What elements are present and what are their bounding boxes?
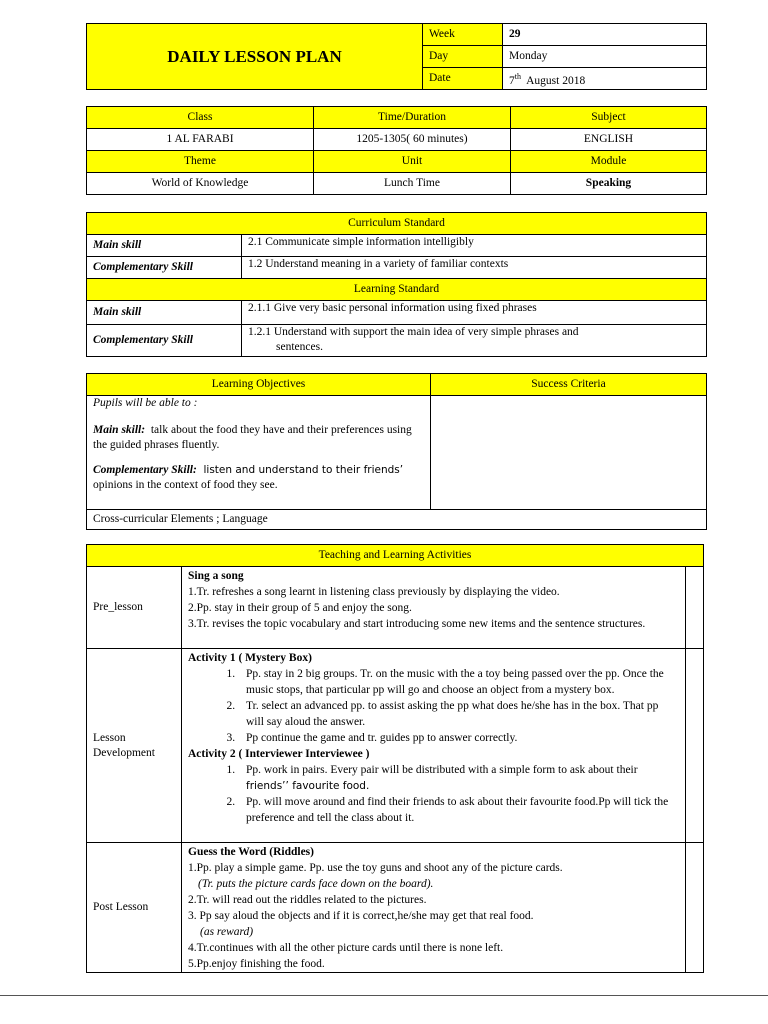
time-label: Time/Duration (314, 107, 511, 129)
objectives-comp-text-1: listen and understand to their friends’ (196, 464, 404, 476)
day-label: Day (423, 46, 503, 68)
main-skill-curriculum: 2.1 Communicate simple information intelligibly (242, 235, 707, 257)
subject-value: ENGLISH (511, 129, 707, 151)
objectives-main-label: Main skill: (93, 424, 146, 436)
pre-lesson-spacer (686, 567, 704, 649)
learning-standard-heading: Learning Standard (87, 279, 707, 301)
day-value: Monday (503, 46, 707, 68)
success-criteria-heading: Success Criteria (431, 374, 707, 396)
complementary-skill-curriculum: 1.2 Understand meaning in a variety of familiar contexts (242, 257, 707, 279)
pre-lesson-line-3: 3.Tr. revises the topic vocabulary and start introducing some new items and the sentence structures. (188, 618, 646, 630)
cross-curricular: Cross-curricular Elements ; Language (87, 510, 707, 530)
date-suffix: th (514, 71, 521, 81)
objectives-table (86, 373, 707, 530)
post-lesson-line-1-note: (Tr. puts the picture cards face down on the board). (198, 878, 434, 890)
date-label: Date (423, 68, 503, 90)
objectives-comp-text-2: opinions in the context of food they see. (93, 479, 278, 491)
pre-lesson-line-1: 1.Tr. refreshes a song learnt in listening class previously by displaying the video. (188, 586, 560, 598)
lesson-development-label-1: Lesson (93, 731, 126, 744)
post-lesson-spacer (686, 843, 704, 973)
post-lesson-content (182, 843, 686, 973)
page-title: DAILY LESSON PLAN (87, 24, 423, 90)
module-value: Speaking (511, 173, 707, 195)
activity-1-list (188, 666, 679, 746)
theme-value: World of Knowledge (87, 173, 314, 195)
activity-1-item-1: 1. Pp. stay in 2 big groups. Tr. on the music with the a toy being passed over the pp. Once the music stops, that particular pp will go and choose an object from a mystery box. (238, 666, 679, 698)
activity-1-title: Activity 1 ( Mystery Box) (188, 652, 312, 664)
learning-objectives-content (87, 396, 431, 510)
subject-label: Subject (511, 107, 707, 129)
activity-2-title: Activity 2 ( Interviewer Interviewee ) (188, 748, 370, 760)
lesson-development-content (182, 649, 686, 843)
lesson-development-spacer (686, 649, 704, 843)
date-rest: August 2018 (520, 74, 586, 87)
complementary-skill-learning (242, 325, 707, 357)
module-label: Module (511, 151, 707, 173)
activity-2-list (188, 762, 679, 826)
theme-label: Theme (87, 151, 314, 173)
standards-table (86, 212, 707, 357)
complementary-skill-label-ls: Complementary Skill (87, 325, 242, 357)
post-lesson-line-4: 4.Tr.continues with all the other picture cards until there is none left. (188, 942, 504, 954)
page-bottom-divider (0, 995, 768, 996)
info-table (86, 106, 707, 195)
activities-heading: Teaching and Learning Activities (87, 545, 704, 567)
post-lesson-line-3: 3. Pp say aloud the objects and if it is correct,he/she may get that real food. (188, 910, 534, 922)
complementary-skill-learning-line1: 1.2.1 Understand with support the main idea of very simple phrases and (248, 326, 579, 338)
objectives-main-skill (93, 423, 424, 453)
unit-value: Lunch Time (314, 173, 511, 195)
pre-lesson-title: Sing a song (188, 570, 244, 582)
post-lesson-line-2: 2.Tr. will read out the riddles related to the pictures. (188, 894, 427, 906)
post-lesson-label: Post Lesson (87, 843, 182, 973)
objectives-main-text: talk about the food they have and their preferences using the guided phrases fluently. (93, 424, 415, 451)
objectives-intro: Pupils will be able to : (93, 397, 198, 409)
complementary-skill-label: Complementary Skill (87, 257, 242, 279)
learning-objectives-heading: Learning Objectives (87, 374, 431, 396)
success-criteria-content (431, 396, 707, 510)
curriculum-standard-heading: Curriculum Standard (87, 213, 707, 235)
post-lesson-title: Guess the Word (Riddles) (188, 846, 314, 858)
lesson-development-label-2: Development (93, 746, 155, 759)
activity-1-item-3: 3. Pp continue the game and tr. guides pp to answer correctly. (238, 730, 679, 746)
main-skill-label: Main skill (87, 235, 242, 257)
activity-2-item-1-a: Pp. work in pairs. Every pair will be distributed with a simple form to ask about their (246, 764, 638, 776)
lesson-development-label (87, 649, 182, 843)
activities-table (86, 544, 704, 973)
complementary-skill-learning-line2: sentences. (276, 341, 323, 353)
pre-lesson-label: Pre_lesson (87, 567, 182, 649)
main-skill-learning: 2.1.1 Give very basic personal information using fixed phrases (242, 301, 707, 325)
post-lesson-line-1: 1.Pp. play a simple game. Pp. use the toy guns and shoot any of the picture cards. (188, 862, 563, 874)
pre-lesson-content (182, 567, 686, 649)
pre-lesson-line-2: 2.Pp. stay in their group of 5 and enjoy the song. (188, 602, 412, 614)
date-value (503, 68, 707, 90)
post-lesson-line-3-note: (as reward) (200, 926, 254, 938)
class-value: 1 AL FARABI (87, 129, 314, 151)
post-lesson-line-5: 5.Pp.enjoy finishing the food. (188, 958, 325, 970)
activity-2-item-1 (238, 762, 679, 794)
week-value: 29 (503, 24, 707, 46)
time-value: 1205-1305( 60 minutes) (314, 129, 511, 151)
activity-2-item-1-b: friends’’ favourite food. (246, 780, 370, 792)
objectives-comp-label: Complementary Skill: (93, 464, 197, 476)
class-label: Class (87, 107, 314, 129)
activity-2-item-2: 2. Pp. will move around and find their friends to ask about their favourite food.Pp will tick the preference and tell the class about it. (238, 794, 679, 826)
objectives-complementary-skill (93, 463, 424, 493)
date-day: 7 (509, 74, 515, 87)
activity-1-item-2: 2. Tr. select an advanced pp. to assist asking the pp what does he/she has in the box. That pp will say aloud the answer. (238, 698, 679, 730)
unit-label: Unit (314, 151, 511, 173)
header-table (86, 23, 707, 90)
main-skill-label-ls: Main skill (87, 301, 242, 325)
week-label: Week (423, 24, 503, 46)
